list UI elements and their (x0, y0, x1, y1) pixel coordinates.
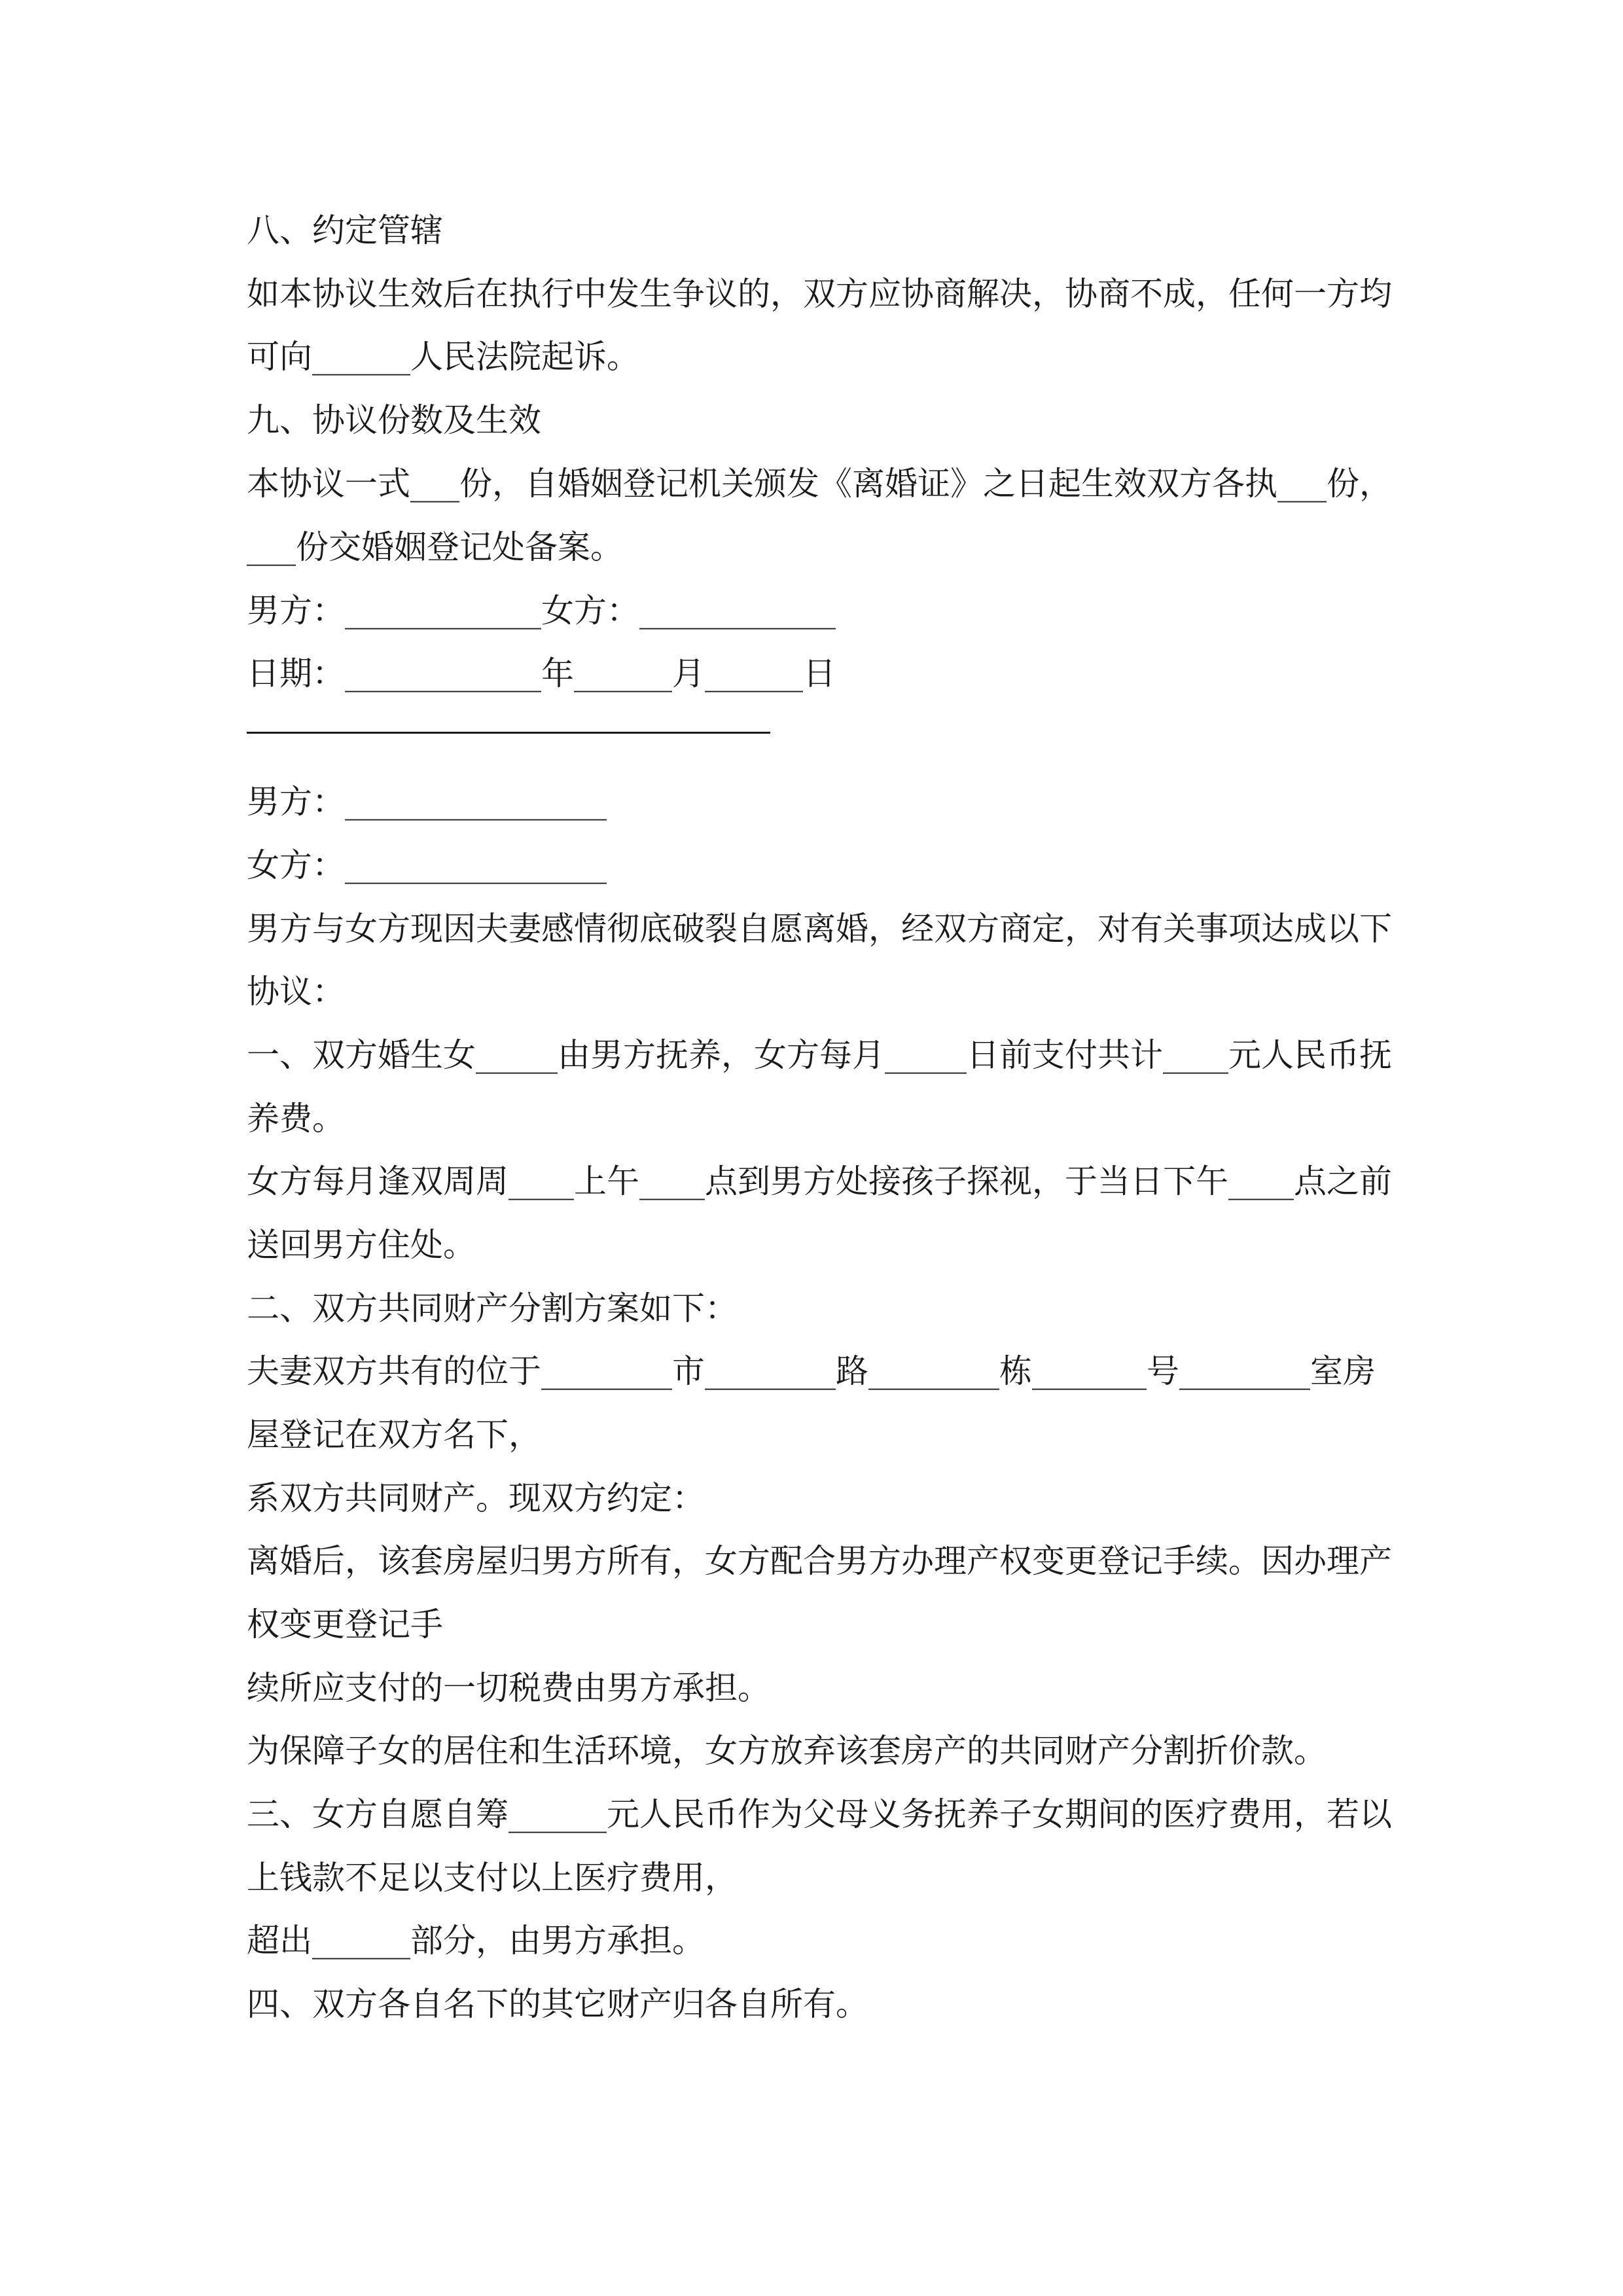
paragraph-line: 男方与女方现因夫妻感情彻底破裂自愿离婚，经双方商定，对有关事项达成以下 (247, 910, 1392, 948)
clause-line: 为保障子女的居住和生活环境，女方放弃该套房产的共同财产分割折价款。 (247, 1732, 1327, 1770)
clause-line: 三、女方自愿自筹______元人民币作为父母义务抚养子女期间的医疗费用，若以 (247, 1795, 1392, 1833)
paragraph-line: 协议： (247, 973, 345, 1011)
clause-line: 养费。 (247, 1100, 345, 1138)
section-heading-copies: 九、协议份数及生效 (247, 401, 541, 439)
clause-line: 超出______部分，由男方承担。 (247, 1922, 705, 1960)
clause-line: 一、双方婚生女_____由男方抚养，女方每月_____日前支付共计____元人民币抚 (247, 1036, 1392, 1074)
clause-line: 续所应支付的一切税费由男方承担。 (247, 1669, 770, 1707)
clause-line: 上钱款不足以支付以上医疗费用， (247, 1859, 738, 1897)
date-line: 日期：____________年______月______日 (247, 655, 836, 692)
signature-line: 男方：____________女方：____________ (247, 592, 836, 630)
clause-line: 四、双方各自名下的其它财产归各自所有。 (247, 1985, 868, 2023)
clause-line: 离婚后，该套房屋归男方所有，女方配合男方办理产权变更登记手续。因办理产 (247, 1542, 1392, 1580)
party-female-line: 女方：________________ (247, 846, 607, 884)
clause-line: 权变更登记手 (247, 1605, 443, 1643)
paragraph-line: 可向______人民法院起诉。 (247, 338, 639, 376)
party-male-line: 男方：________________ (247, 783, 607, 821)
clause-line: 送回男方住处。 (247, 1226, 476, 1264)
paragraph-line: 如本协议生效后在执行中发生争议的，双方应协商解决，协商不成，任何一方均 (247, 275, 1392, 313)
clause-line: 屋登记在双方名下， (247, 1416, 541, 1454)
paragraph-line: ___份交婚姻登记处备案。 (247, 528, 623, 566)
separator-rule (247, 732, 770, 734)
clause-line: 系双方共同财产。现双方约定： (247, 1479, 705, 1517)
clause-line: 夫妻双方共有的位于________市________路________栋_______号________室房 (247, 1352, 1376, 1390)
clause-heading: 二、双方共同财产分割方案如下： (247, 1289, 738, 1327)
clause-line: 女方每月逢双周周____上午____点到男方处接孩子探视，于当日下午____点之前 (247, 1162, 1392, 1200)
paragraph-line: 本协议一式___份，自婚姻登记机关颁发《离婚证》之日起生效双方各执___份， (247, 465, 1392, 503)
section-heading-jurisdiction: 八、约定管辖 (247, 211, 443, 249)
